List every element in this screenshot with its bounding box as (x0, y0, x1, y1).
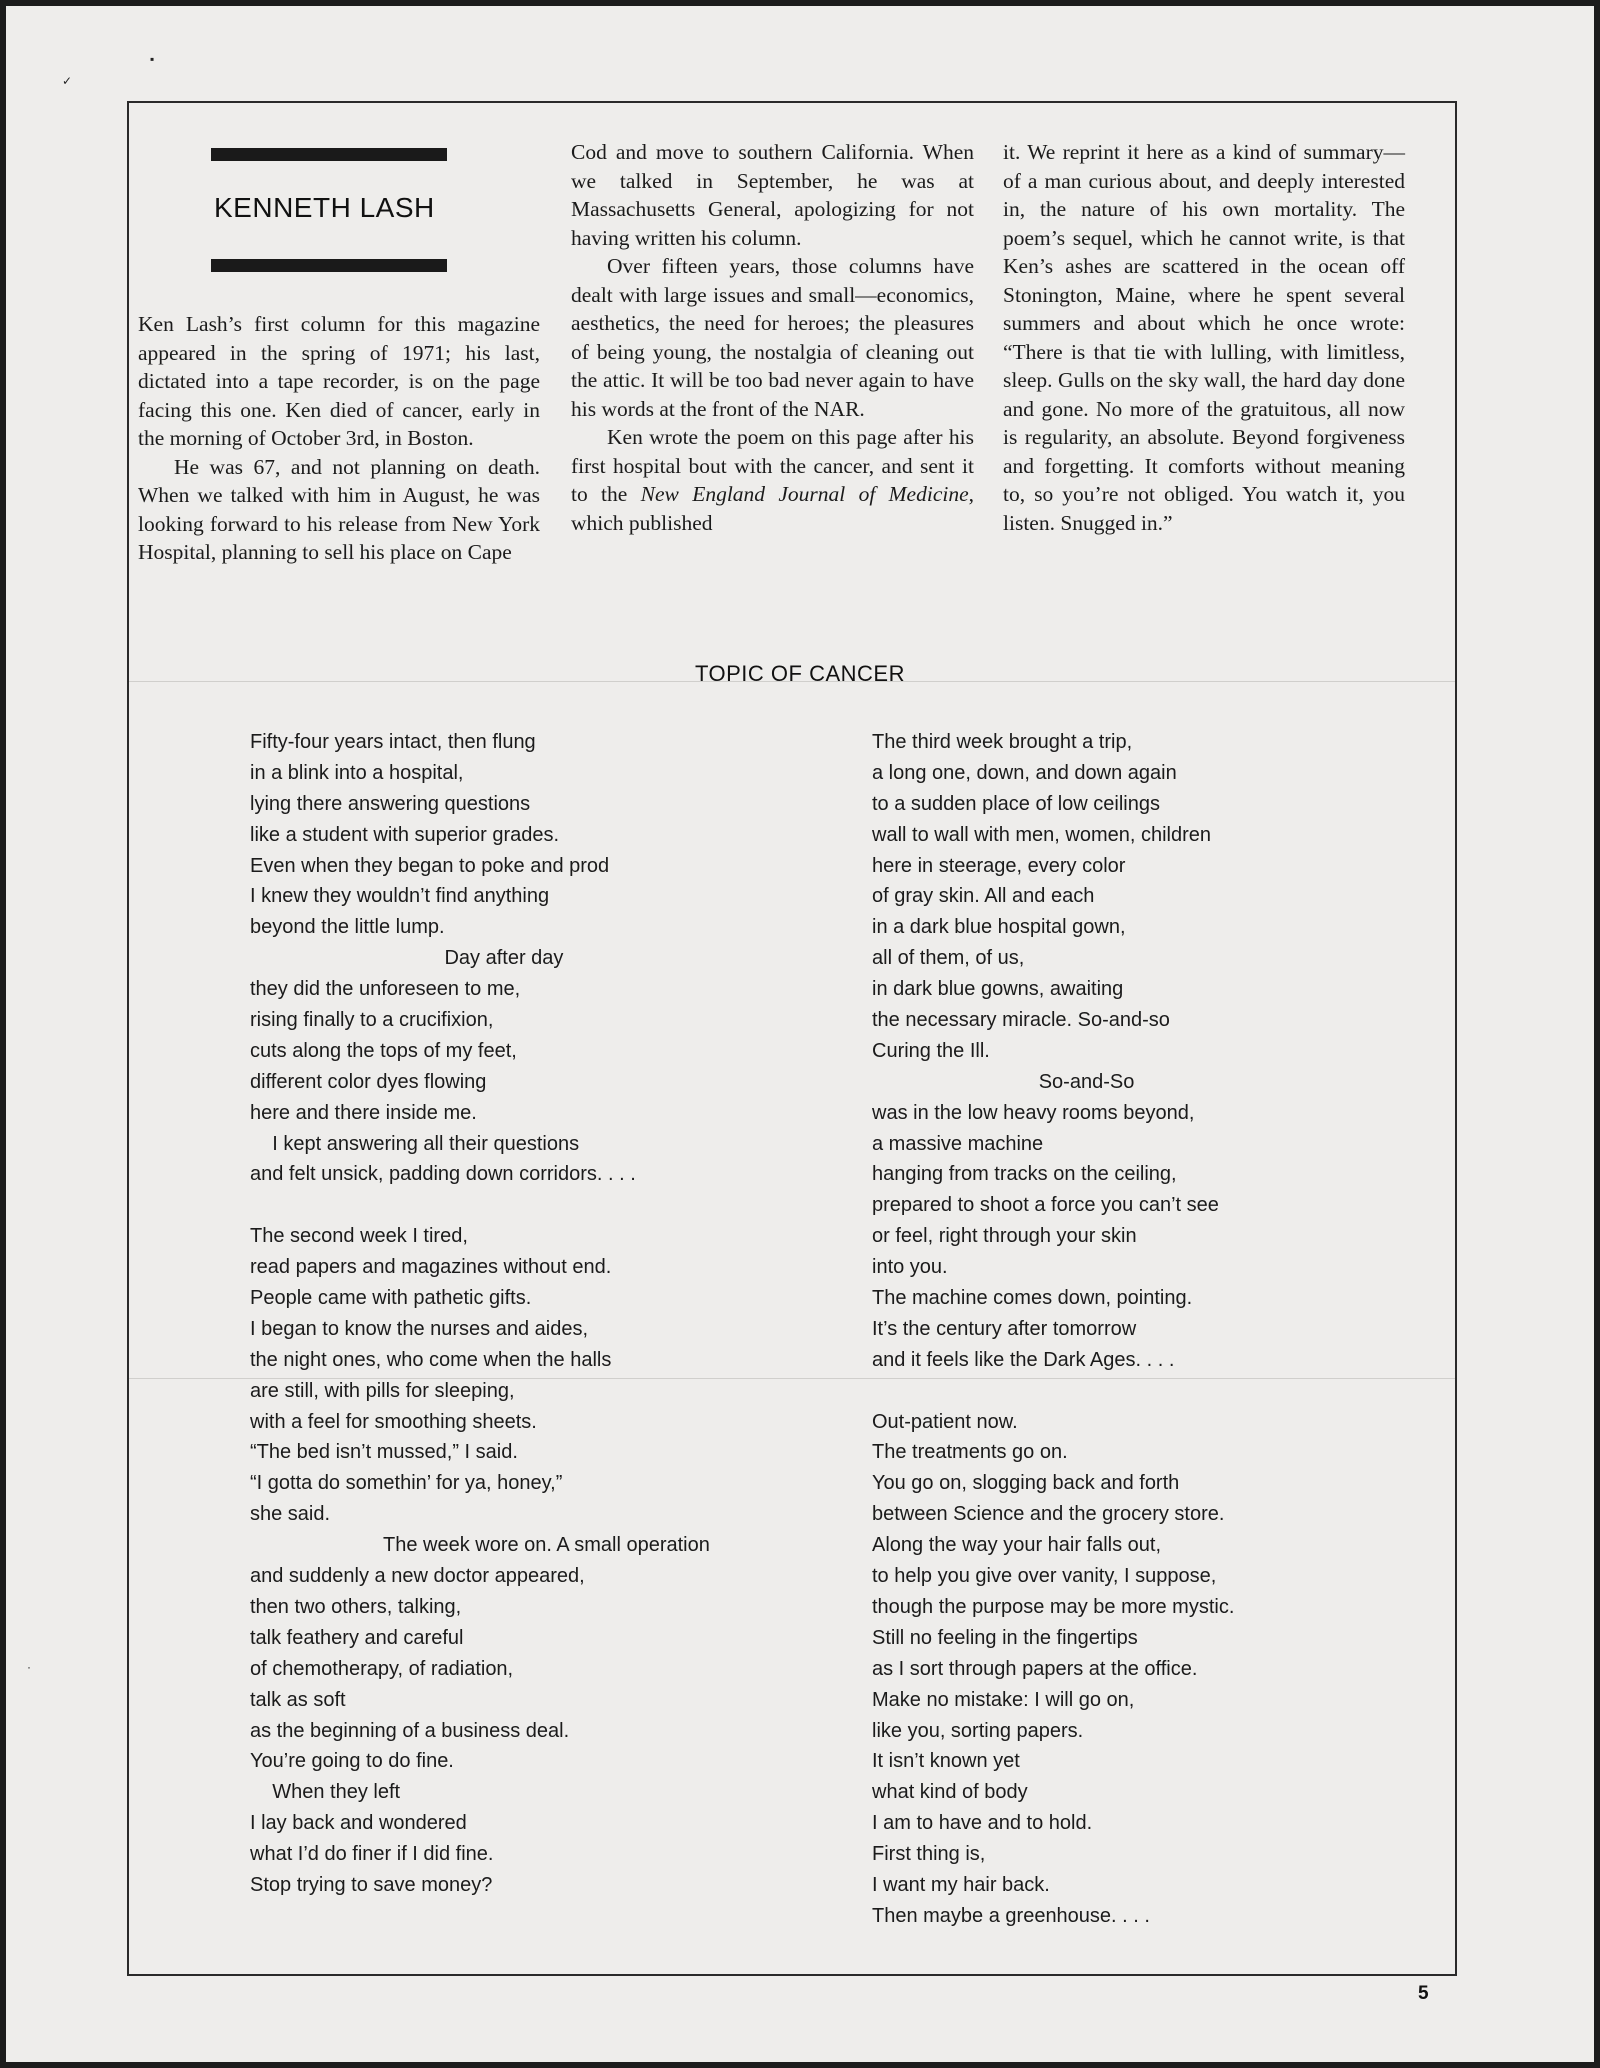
poem-line: here in steerage, every color (872, 854, 1126, 877)
poem-line: cuts along the tops of my feet, (250, 1039, 517, 1062)
poem-line: read papers and magazines without end. (250, 1256, 612, 1279)
poem-line: here and there inside me. (250, 1101, 477, 1124)
stray-mark: ✓ (62, 74, 73, 88)
poem-line: People came with pathetic gifts. (250, 1287, 532, 1310)
page-number: 5 (1418, 1983, 1429, 2004)
poem-line: Still no feeling in the fingertips (872, 1626, 1138, 1649)
poem-line: the night ones, who come when the halls (250, 1348, 612, 1371)
poem-line: So-and-So (872, 1070, 1135, 1093)
intro-column-1 (138, 310, 540, 567)
poem-line: First thing is, (872, 1843, 986, 1866)
poem-line: a massive machine (872, 1132, 1044, 1155)
poem-line: different color dyes flowing (250, 1070, 487, 1093)
poem-line: Stop trying to save money? (250, 1873, 493, 1896)
poem-line: talk as soft (250, 1688, 346, 1711)
poem-line: then two others, talking, (250, 1595, 462, 1618)
intro-text: Ken wrote the poem on this page after his first hospital bout with the cancer, and sent it to the (571, 425, 974, 506)
poem-line: The machine comes down, pointing. (872, 1287, 1193, 1310)
author-heading: KENNETH LASH (214, 192, 435, 223)
poem-line: Along the way your hair falls out, (872, 1534, 1162, 1557)
poem-line (250, 1190, 810, 1221)
intro-paragraph: it. We reprint it here as a kind of summary—of a man curious about, and deeply interested in, the nature of his own mortality. The poem’s sequel, which he cannot write, is that Ken’s ashes are scattered in the ocean off Stonington, Maine, where he spent several summers and about which he once wrote: “There is that tie with lulling, with limitless, sleep. Gulls on the sky wall, the hard day done and gone. No more of the gratuitous, all now is regularity, an absolute. Beyond forgiveness and forgetting. It comforts without meaning to, so you’re not obliged. You watch it, you listen. Snugged in.” (1003, 140, 1405, 535)
poem-line: lying there answering questions (250, 792, 531, 815)
stray-mark: · (27, 1660, 31, 1674)
intro-paragraph (571, 423, 974, 537)
poem-line: like you, sorting papers. (872, 1719, 1084, 1742)
poem-line: You’re going to do fine. (250, 1750, 454, 1773)
poem-line: I kept answering all their questions (250, 1132, 580, 1155)
poem-line: though the purpose may be more mystic. (872, 1595, 1235, 1618)
poem-line: When they left (250, 1781, 401, 1804)
poem-column-right (872, 727, 1432, 1932)
poem-line: in a dark blue hospital gown, (872, 916, 1126, 939)
poem-line: like a student with superior grades. (250, 823, 560, 846)
poem-line: The third week brought a trip, (872, 731, 1133, 753)
poem-line: what kind of body (872, 1781, 1028, 1804)
poem-line: of chemotherapy, of radiation, (250, 1657, 514, 1680)
poem-line: all of them, of us, (872, 947, 1025, 970)
poem-line: and felt unsick, padding down corridors. . . . (250, 1163, 636, 1186)
poem-line: rising finally to a crucifixion, (250, 1009, 494, 1032)
intro-paragraph: Cod and move to southern California. When we talked in September, he was at Massachusetts General, apologizing for not having written his column. (571, 140, 974, 250)
poem-line (872, 1376, 1432, 1407)
intro-column-3 (1003, 138, 1405, 537)
poem-line: in dark blue gowns, awaiting (872, 978, 1124, 1001)
poem-line: I began to know the nurses and aides, (250, 1317, 589, 1340)
poem-line: “I gotta do somethin’ for ya, honey,” (250, 1472, 563, 1495)
poem-line: The treatments go on. (872, 1441, 1068, 1464)
poem-line: they did the unforeseen to me, (250, 978, 521, 1001)
poem-line: and suddenly a new doctor appeared, (250, 1565, 585, 1588)
intro-paragraph: He was 67, and not planning on death. When we talked with him in August, he was looking forward to his release from New York Hospital, planning to sell his place on Cape (138, 454, 540, 564)
poem-line: what I’d do finer if I did fine. (250, 1843, 494, 1866)
poem-line: Make no mistake: I will go on, (872, 1688, 1135, 1711)
poem-line: in a blink into a hospital, (250, 761, 464, 784)
poem-line: and it feels like the Dark Ages. . . . (872, 1348, 1175, 1371)
poem-line: Curing the Ill. (872, 1039, 990, 1062)
intro-paragraph: Over fifteen years, those columns have dealt with large issues and small—economics, aesthetics, the need for heroes; the pleasures of being young, the nostalgia of cleaning out the attic. It will be too bad never again to have his words at the front of the NAR. (571, 254, 974, 421)
poem-line: of gray skin. All and each (872, 885, 1095, 908)
poem-line: she said. (250, 1503, 331, 1526)
poem-line: into you. (872, 1256, 948, 1279)
intro-text: , which published (571, 482, 975, 535)
poem-line: talk feathery and careful (250, 1626, 464, 1649)
poem-line: It’s the century after tomorrow (872, 1317, 1137, 1340)
poem-line: It isn’t known yet (872, 1750, 1020, 1773)
poem-line: I lay back and wondered (250, 1812, 467, 1835)
poem-line: Even when they began to poke and prod (250, 854, 610, 877)
poem-line: The week wore on. A small operation (250, 1534, 710, 1557)
poem-line: as I sort through papers at the office. (872, 1657, 1198, 1680)
poem-line: a long one, down, and down again (872, 761, 1177, 784)
poem-line: as the beginning of a business deal. (250, 1719, 570, 1742)
poem-line: between Science and the grocery store. (872, 1503, 1225, 1526)
poem-line: wall to wall with men, women, children (872, 823, 1212, 846)
stray-mark: ▪ (150, 52, 155, 66)
intro-column-2 (571, 138, 974, 537)
poem-line: Fifty-four years intact, then flung (250, 731, 536, 753)
poem-line: Then maybe a greenhouse. . . . (872, 1904, 1150, 1927)
journal-title: New England Journal of Medicine (640, 482, 969, 506)
poem-line: hanging from tracks on the ceiling, (872, 1163, 1177, 1186)
poem-line: was in the low heavy rooms beyond, (872, 1101, 1195, 1124)
poem-line: I am to have and to hold. (872, 1812, 1093, 1835)
intro-paragraph: Ken Lash’s first column for this magazine appeared in the spring of 1971; his last, dictated into a tape recorder, is on the page facing this one. Ken died of cancer, early in the morning of October 3rd, in Boston. (138, 312, 540, 450)
poem-line: beyond the little lump. (250, 916, 445, 939)
poem-line: The second week I tired, (250, 1225, 468, 1248)
poem-line: or feel, right through your skin (872, 1225, 1137, 1248)
poem-line: Out-patient now. (872, 1410, 1018, 1433)
header-rule-bottom (211, 259, 447, 272)
poem-column-left (250, 727, 810, 1901)
poem-line: “The bed isn’t mussed,” I said. (250, 1441, 518, 1464)
poem-line: prepared to shoot a force you can’t see (872, 1194, 1219, 1217)
header-rule-top (211, 148, 447, 161)
poem-line: with a feel for smoothing sheets. (250, 1410, 537, 1433)
poem-line: the necessary miracle. So-and-so (872, 1009, 1170, 1032)
poem-line: to a sudden place of low ceilings (872, 792, 1160, 815)
poem-line: to help you give over vanity, I suppose, (872, 1565, 1217, 1588)
poem-line: I knew they wouldn’t find anything (250, 885, 550, 908)
poem-line: I want my hair back. (872, 1873, 1050, 1896)
poem-line: Day after day (250, 947, 564, 970)
poem-line: are still, with pills for sleeping, (250, 1379, 515, 1402)
poem-line: You go on, slogging back and forth (872, 1472, 1180, 1495)
poem-title: TOPIC OF CANCER (694, 661, 905, 686)
